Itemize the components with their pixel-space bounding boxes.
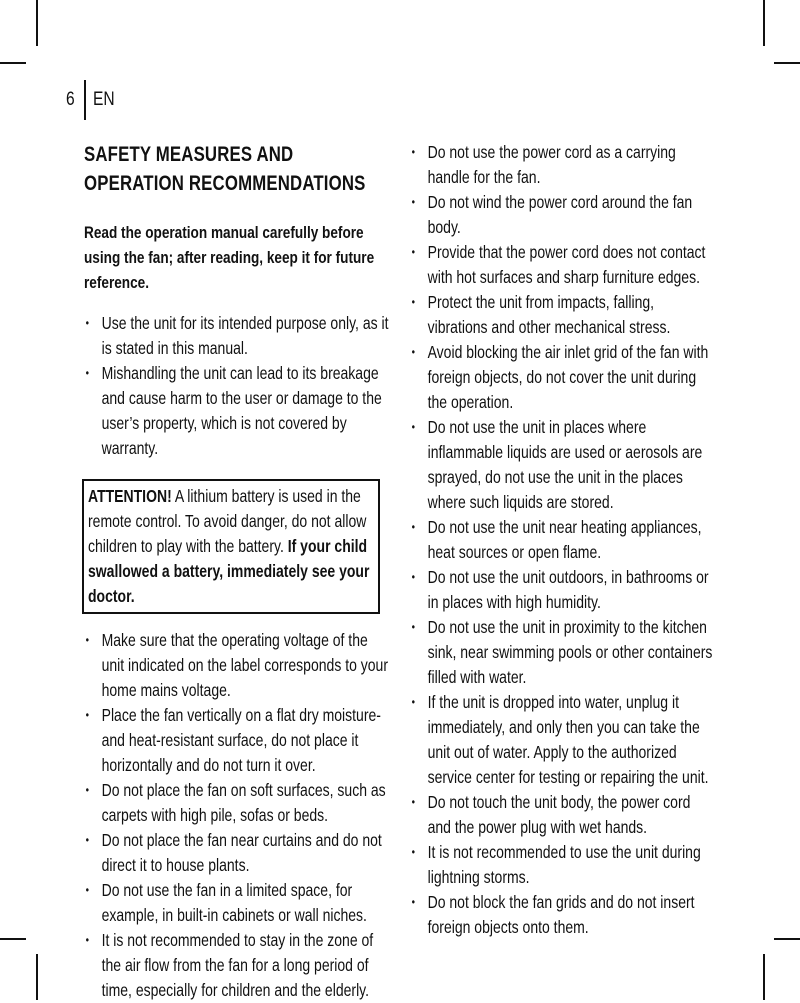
- bullet-icon: •: [411, 620, 415, 634]
- bullet-icon: •: [85, 633, 89, 647]
- list-item: [410, 615, 716, 690]
- crop-mark-top-right-horizontal: [774, 62, 800, 64]
- safety-list-2: [84, 628, 390, 1003]
- list-item-text: It is not recommended to use the unit during lightning storms.: [427, 842, 701, 887]
- bullet-icon: •: [85, 833, 89, 847]
- list-item: [410, 290, 716, 340]
- list-item-text: Do not use the unit in places where inflammable liquids are used or aerosols are sprayed, do not use the unit in the places where such liquids are stored.: [427, 417, 703, 512]
- list-item-text: Do not wind the power cord around the fan body.: [427, 192, 693, 237]
- bullet-icon: •: [411, 420, 415, 434]
- attention-label: ATTENTION!: [88, 486, 172, 506]
- list-item-text: Place the fan vertically on a flat dry moisture- and heat-resistant surface, do not place it horizontally and do not turn it over.: [101, 705, 381, 775]
- crop-mark-bottom-left-vertical: [36, 954, 38, 1000]
- bullet-icon: •: [85, 883, 89, 897]
- list-item-text: Do not place the fan near curtains and do not direct it to house plants.: [101, 830, 382, 875]
- page-header: [66, 80, 119, 120]
- bullet-icon: •: [411, 520, 415, 534]
- list-item: [84, 778, 390, 828]
- bullet-icon: •: [85, 316, 89, 330]
- list-item: [84, 628, 390, 703]
- crop-mark-bottom-right-horizontal: [774, 938, 800, 940]
- list-item-text: Do not use the unit near heating appliances, heat sources or open flame.: [427, 517, 702, 562]
- list-item: [84, 878, 390, 928]
- list-item: [410, 890, 716, 940]
- bullet-icon: •: [411, 845, 415, 859]
- header-divider: [84, 80, 86, 120]
- list-item: [410, 240, 716, 290]
- list-item-text: Do not use the power cord as a carrying handle for the fan.: [427, 142, 676, 187]
- bullet-icon: •: [411, 695, 415, 709]
- list-item-text: Do not use the unit in proximity to the kitchen sink, near swimming pools or other containers filled with water.: [427, 617, 713, 687]
- list-item: [84, 928, 390, 1003]
- list-item-text: Do not use the fan in a limited space, for example, in built-in cabinets or wall niches.: [101, 880, 367, 925]
- list-item: [84, 828, 390, 878]
- bullet-icon: •: [85, 366, 89, 380]
- safety-list-1: [84, 311, 390, 461]
- crop-mark-top-right-vertical: [763, 0, 765, 46]
- bullet-icon: •: [411, 345, 415, 359]
- list-item: [410, 190, 716, 240]
- crop-mark-top-left-horizontal: [0, 62, 26, 64]
- list-item: [84, 311, 390, 361]
- bullet-icon: •: [411, 145, 415, 159]
- list-item-text: Provide that the power cord does not contact with hot surfaces and sharp furniture edges.: [427, 242, 706, 287]
- list-item-text: Use the unit for its intended purpose only, as it is stated in this manual.: [101, 313, 389, 358]
- page-number: 6: [66, 89, 75, 110]
- crop-mark-bottom-left-horizontal: [0, 938, 26, 940]
- list-item-text: Do not block the fan grids and do not insert foreign objects onto them.: [427, 892, 695, 937]
- bullet-icon: •: [411, 245, 415, 259]
- language-code: EN: [93, 89, 115, 110]
- list-item-text: Avoid blocking the air inlet grid of the fan with foreign objects, do not cover the unit during the operation.: [427, 342, 709, 412]
- list-item: [410, 140, 716, 190]
- attention-box: [82, 479, 380, 614]
- attention-text: A lithium battery is used in the remote control. To avoid danger, do not allow children to play with the battery.: [88, 486, 367, 556]
- list-item-text: Do not touch the unit body, the power cord and the power plug with wet hands.: [427, 792, 691, 837]
- list-item: [410, 840, 716, 890]
- bullet-icon: •: [85, 783, 89, 797]
- attention-emphasis: If your child swallowed a battery, immediately see your doctor.: [88, 536, 370, 606]
- list-item-text: Mishandling the unit can lead to its breakage and cause harm to the user or damage to the user’s property, which is not covered by warranty.: [101, 363, 382, 458]
- list-item-text: Do not use the unit outdoors, in bathrooms or in places with high humidity.: [427, 567, 709, 612]
- bullet-icon: •: [85, 708, 89, 722]
- list-item: [410, 690, 716, 790]
- crop-mark-top-left-vertical: [36, 0, 38, 46]
- list-item-text: Protect the unit from impacts, falling, vibrations and other mechanical stress.: [427, 292, 671, 337]
- list-item: [410, 340, 716, 415]
- list-item-text: If the unit is dropped into water, unplug it immediately, and only then you can take the unit out of water. Apply to the authorized service center for testing or repairing the unit.: [427, 692, 709, 787]
- list-item-text: Do not place the fan on soft surfaces, such as carpets with high pile, sofas or beds.: [101, 780, 386, 825]
- list-item: [84, 361, 390, 461]
- crop-mark-bottom-right-vertical: [763, 954, 765, 1000]
- bullet-icon: •: [411, 570, 415, 584]
- safety-list-3: [410, 140, 716, 940]
- right-column: [410, 140, 716, 940]
- list-item-text: It is not recommended to stay in the zone of the air flow from the fan for a long period of time, especially for children and the elderly.: [101, 930, 374, 1000]
- left-column: [84, 140, 390, 1003]
- intro-text: Read the operation manual carefully before using the fan; after reading, keep it for future reference.: [84, 223, 375, 292]
- section-title: SAFETY MEASURES AND OPERATION RECOMMENDATIONS: [84, 143, 366, 195]
- list-item: [410, 515, 716, 565]
- list-item: [410, 565, 716, 615]
- list-item: [84, 703, 390, 778]
- bullet-icon: •: [85, 933, 89, 947]
- list-item: [410, 790, 716, 840]
- list-item: [410, 415, 716, 515]
- bullet-icon: •: [411, 795, 415, 809]
- list-item-text: Make sure that the operating voltage of the unit indicated on the label corresponds to your home mains voltage.: [101, 630, 389, 700]
- bullet-icon: •: [411, 895, 415, 909]
- bullet-icon: •: [411, 195, 415, 209]
- bullet-icon: •: [411, 295, 415, 309]
